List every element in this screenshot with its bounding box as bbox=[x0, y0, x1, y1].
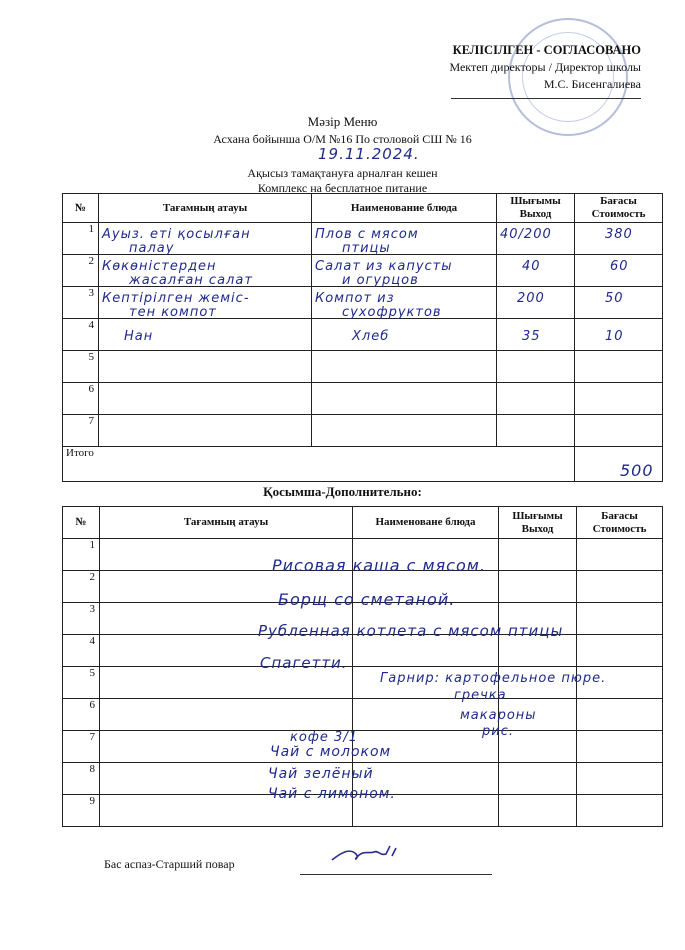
chef-signature-line bbox=[300, 874, 492, 875]
total-row bbox=[63, 447, 663, 482]
price-cell bbox=[575, 287, 663, 319]
dish-kz: Кептірілген жеміс- bbox=[102, 291, 250, 306]
table-row bbox=[63, 383, 663, 415]
approval-position: Мектеп директоры / Директор школы bbox=[449, 60, 641, 74]
additional-item: Спагетти. bbox=[260, 654, 348, 672]
additional-item: Рисовая каша с мясом. bbox=[272, 556, 486, 575]
dish-kz: Көкөністерден bbox=[102, 259, 217, 274]
yield-cell bbox=[497, 383, 575, 415]
dish-ru-cell bbox=[312, 351, 497, 383]
row-num: 5 bbox=[63, 667, 100, 699]
yield-cell bbox=[497, 287, 575, 319]
col-name-kz: Тағамның атауы bbox=[99, 194, 312, 223]
additional-item: гречка bbox=[454, 688, 507, 703]
price-cell bbox=[575, 223, 663, 255]
approval-heading: КЕЛІСІЛГЕН - СОГЛАСОВАНО bbox=[452, 43, 641, 57]
additional-item: Борщ со сметаной. bbox=[278, 590, 456, 609]
price-cell bbox=[575, 415, 663, 447]
row-num: 3 bbox=[63, 603, 100, 635]
row-num: 4 bbox=[63, 635, 100, 667]
yield-cell bbox=[497, 255, 575, 287]
dish-price: 380 bbox=[605, 227, 633, 242]
dish-ru-cell bbox=[312, 415, 497, 447]
complex-ru: Комплекс на бесплатное питание bbox=[257, 181, 428, 195]
col-yield: Шығымы Выход bbox=[499, 507, 577, 539]
dish-ru-2: птицы bbox=[342, 241, 391, 256]
dish-ru-cell bbox=[312, 255, 497, 287]
total-label: Итого bbox=[63, 447, 575, 482]
school-line: Асхана бойынша О/М №16 По столовой СШ № 16 bbox=[213, 132, 472, 146]
dish-ru: Салат из капусты bbox=[315, 259, 453, 274]
dish-kz-cell bbox=[99, 223, 312, 255]
dish-kz-2: жасалған салат bbox=[129, 273, 253, 288]
dish-kz-cell bbox=[99, 287, 312, 319]
row-num: 1 bbox=[63, 539, 100, 571]
dish-ru: Плов с мясом bbox=[315, 227, 419, 242]
approval-name: М.С. Бисенгалиева bbox=[543, 77, 641, 91]
col-price: Бағасы Стоимость bbox=[575, 194, 663, 223]
main-menu-table bbox=[62, 193, 663, 482]
table-row bbox=[63, 255, 663, 287]
dish-ru: Компот из bbox=[315, 291, 395, 306]
dish-ru-cell bbox=[312, 319, 497, 351]
approval-signature-line bbox=[451, 93, 641, 99]
price-cell bbox=[575, 319, 663, 351]
row-num: 6 bbox=[63, 699, 100, 731]
dish-price: 10 bbox=[605, 329, 624, 344]
dish-kz-cell bbox=[99, 319, 312, 351]
approval-block bbox=[449, 42, 641, 99]
complex-kz: Ақысыз тамақтануға арналған кешен bbox=[247, 166, 438, 180]
dish-price: 50 bbox=[605, 291, 624, 306]
additional-item: Гарнир: картофельное пюре. bbox=[380, 671, 607, 686]
table-row bbox=[63, 699, 663, 731]
additional-item: Чай с лимоном. bbox=[268, 786, 396, 802]
table-row bbox=[63, 223, 663, 255]
row-num: 3 bbox=[63, 287, 99, 319]
table-header-row bbox=[63, 507, 663, 539]
row-num: 4 bbox=[63, 319, 99, 351]
row-num: 6 bbox=[63, 383, 99, 415]
row-num: 8 bbox=[63, 763, 100, 795]
dish-kz-cell bbox=[99, 255, 312, 287]
table-header-row bbox=[63, 194, 663, 223]
dish-kz-2: тен компот bbox=[129, 305, 217, 320]
additional-item: Рубленная котлета с мясом птицы bbox=[258, 622, 564, 640]
row-num: 7 bbox=[63, 731, 100, 763]
menu-title: Мәзір Меню bbox=[307, 114, 378, 129]
col-name-ru: Наименование блюда bbox=[312, 194, 497, 223]
dish-kz-2: палау bbox=[129, 241, 175, 256]
total-cell bbox=[575, 447, 663, 482]
dish-kz: Нан bbox=[124, 329, 154, 344]
row-num: 1 bbox=[63, 223, 99, 255]
menu-date: 19.11.2024. bbox=[318, 145, 420, 163]
additional-item: Чай с молоком bbox=[270, 744, 392, 760]
dish-kz: Ауыз. еті қосылған bbox=[102, 227, 251, 242]
chef-label: Бас аспаз-Старший повар bbox=[104, 857, 235, 871]
additional-item: рис. bbox=[482, 724, 514, 739]
price-cell bbox=[575, 383, 663, 415]
col-name-kz: Тағамның атауы bbox=[100, 507, 353, 539]
price-cell bbox=[575, 351, 663, 383]
price-cell bbox=[575, 255, 663, 287]
table-row bbox=[63, 319, 663, 351]
table-row bbox=[63, 287, 663, 319]
dish-ru-2: и огурцов bbox=[342, 273, 419, 288]
yield-cell bbox=[497, 351, 575, 383]
additional-item: кофе 3/1 bbox=[290, 730, 358, 745]
row-num: 2 bbox=[63, 255, 99, 287]
table-row bbox=[63, 415, 663, 447]
col-name-ru: Наименоване блюда bbox=[353, 507, 499, 539]
yield-cell bbox=[497, 223, 575, 255]
row-num: 2 bbox=[63, 571, 100, 603]
row-num: 7 bbox=[63, 415, 99, 447]
chef-signature bbox=[330, 842, 410, 868]
dish-ru-cell bbox=[312, 383, 497, 415]
row-num: 5 bbox=[63, 351, 99, 383]
dish-yield: 200 bbox=[517, 291, 545, 306]
yield-cell bbox=[497, 319, 575, 351]
dish-yield: 35 bbox=[522, 329, 541, 344]
dish-ru-cell bbox=[312, 287, 497, 319]
row-num: 9 bbox=[63, 795, 100, 827]
dish-kz-cell bbox=[99, 351, 312, 383]
col-num: № bbox=[63, 507, 100, 539]
col-price: Бағасы Стоимость bbox=[577, 507, 663, 539]
col-num: № bbox=[63, 194, 99, 223]
dish-kz-cell bbox=[99, 383, 312, 415]
dish-ru: Хлеб bbox=[352, 329, 390, 344]
table-row bbox=[63, 351, 663, 383]
yield-cell bbox=[497, 415, 575, 447]
dish-yield: 40 bbox=[522, 259, 541, 274]
additional-heading: Қосымша-Дополнительно: bbox=[263, 484, 422, 499]
additional-item: Чай зелёный bbox=[268, 766, 374, 782]
dish-kz-cell bbox=[99, 415, 312, 447]
dish-price: 60 bbox=[610, 259, 629, 274]
col-yield: Шығымы Выход bbox=[497, 194, 575, 223]
total-value: 500 bbox=[620, 461, 654, 480]
additional-item: макароны bbox=[460, 708, 537, 723]
dish-yield: 40/200 bbox=[500, 227, 552, 242]
dish-ru-cell bbox=[312, 223, 497, 255]
dish-ru-2: сухофруктов bbox=[342, 305, 442, 320]
